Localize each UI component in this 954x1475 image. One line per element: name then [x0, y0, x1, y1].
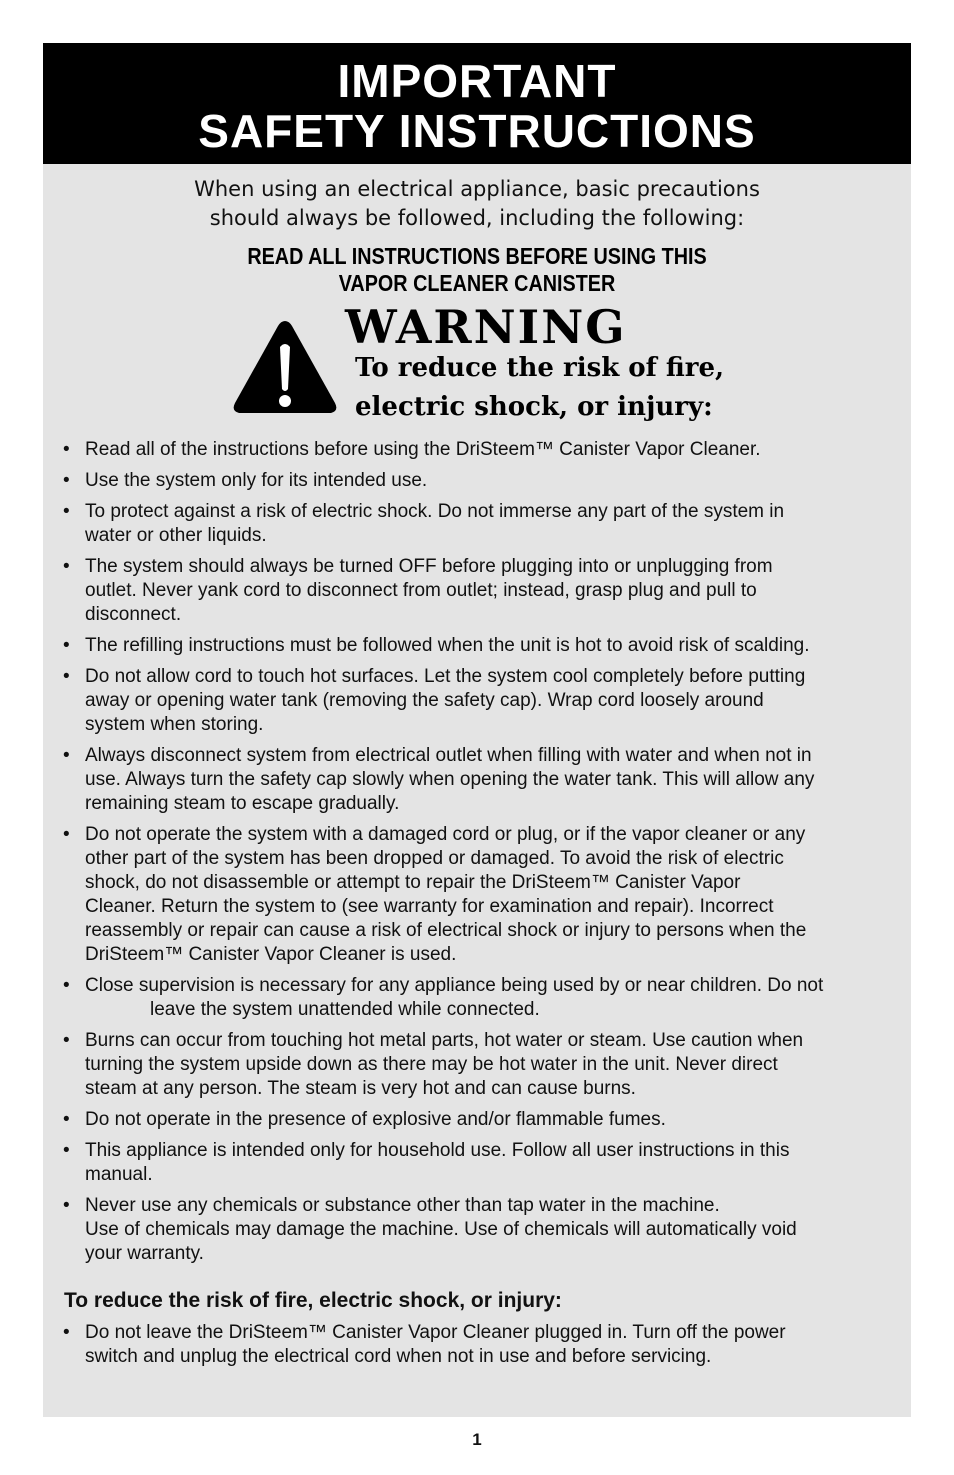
instruction-line: turning the system upside down as there may be hot water in the unit. Never direct [85, 1054, 778, 1075]
instruction-line: manual. [85, 1164, 153, 1185]
instruction-item [43, 500, 911, 548]
instruction-line: Always disconnect system from electrical outlet when filling with water and when not in [85, 745, 812, 766]
instruction-line: outlet. Never yank cord to disconnect from outlet; instead, grasp plug and pull to [85, 580, 757, 601]
instruction-item [43, 1108, 911, 1132]
instruction-line: The refilling instructions must be followed when the unit is hot to avoid risk of scalding. [85, 635, 810, 656]
instruction-line: disconnect. [85, 604, 182, 625]
title-line-2: SAFETY INSTRUCTIONS [198, 105, 756, 157]
intro-text [43, 175, 911, 233]
bullet-point: • [63, 666, 70, 687]
instruction-line: To protect against a risk of electric shock. Do not immerse any part of the system in [85, 501, 785, 522]
warning-triangle-icon [231, 317, 339, 417]
instruction-line: use. Always turn the safety cap slowly when opening the water tank. This will allow any [85, 769, 815, 790]
read-all-heading [104, 243, 850, 297]
content-panel [43, 43, 911, 1417]
instruction-line: Use of chemicals may damage the machine. Use of chemicals will automatically void [85, 1219, 797, 1240]
read-all-line-2: VAPOR CLEANER CANISTER [338, 270, 616, 296]
bullet-point: • [63, 824, 70, 845]
bullet-point: • [63, 1109, 70, 1130]
bullet-point: • [63, 556, 70, 577]
bullet-point: • [63, 635, 70, 656]
bullet-point: • [63, 470, 70, 491]
instruction-line: shock, do not disassemble or attempt to repair the DriSteem™ Canister Vapor [85, 872, 741, 893]
instruction-line: Do not allow cord to touch hot surfaces. Let the system cool completely before putting [85, 666, 806, 687]
instruction-line: DriSteem™ Canister Vapor Cleaner is used. [85, 944, 457, 965]
instruction-line: water or other liquids. [85, 525, 267, 546]
risk-subheading: To reduce the risk of fire, electric shock, or injury: [64, 1289, 562, 1312]
instruction-line: Do not operate the system with a damaged cord or plug, or if the vapor cleaner or any [85, 824, 806, 845]
warning-subtitle [355, 349, 724, 427]
instruction-line: system when storing. [85, 714, 264, 735]
instruction-line: steam at any person. The steam is very hot and can cause burns. [85, 1078, 636, 1099]
instruction-line: Read all of the instructions before using the DriSteem™ Canister Vapor Cleaner. [85, 439, 761, 460]
instruction-item [43, 744, 911, 816]
instruction-line: Burns can occur from touching hot metal parts, hot water or steam. Use caution when [85, 1030, 804, 1051]
instruction-line: remaining steam to escape gradually. [85, 793, 400, 814]
read-all-line-1: READ ALL INSTRUCTIONS BEFORE USING THIS [247, 243, 707, 269]
bullet-point: • [63, 439, 70, 460]
instruction-item [43, 1321, 911, 1369]
intro-line-2: should always be followed, including the following: [209, 206, 745, 230]
final-instructions-list [43, 1321, 911, 1369]
instruction-item [43, 555, 911, 627]
instruction-line: Never use any chemicals or substance other than tap water in the machine. [85, 1195, 720, 1216]
instruction-line: Cleaner. Return the system to (see warranty for examination and repair). Incorrect [85, 896, 774, 917]
instruction-line: your warranty. [85, 1243, 204, 1264]
title-banner [43, 43, 911, 164]
instruction-line: other part of the system has been dropped or damaged. To avoid the risk of electric [85, 848, 784, 869]
bullet-point: • [63, 745, 70, 766]
bullet-point: • [63, 1195, 70, 1216]
instruction-item [43, 665, 911, 737]
bullet-point: • [63, 1030, 70, 1051]
intro-line-1: When using an electrical appliance, basic precautions [194, 177, 760, 201]
warning-subtitle-line-1: To reduce the risk of fire, [355, 353, 725, 383]
instruction-item [43, 1194, 911, 1266]
instruction-item [43, 823, 911, 967]
instruction-line: leave the system unattended while connected. [150, 999, 540, 1020]
safety-instructions-list [43, 438, 911, 1273]
instruction-line: The system should always be turned OFF before plugging into or unplugging from [85, 556, 773, 577]
bullet-point: • [63, 1140, 70, 1161]
instruction-line: This appliance is intended only for household use. Follow all user instructions in this [85, 1140, 790, 1161]
bullet-point: • [63, 501, 70, 522]
instruction-item [43, 974, 911, 1022]
instruction-item [43, 634, 911, 658]
instruction-item [43, 1139, 911, 1187]
instruction-line: reassembly or repair can cause a risk of electrical shock or injury to persons when the [85, 920, 807, 941]
warning-title: WARNING [345, 300, 627, 354]
instruction-item [43, 469, 911, 493]
instruction-line: Close supervision is necessary for any appliance being used by or near children. Do not [85, 975, 824, 996]
title-line-1: IMPORTANT [337, 55, 617, 107]
bullet-point: • [63, 1322, 70, 1343]
instruction-line: switch and unplug the electrical cord when not in use and before servicing. [85, 1346, 712, 1367]
page-number: 1 [472, 1430, 482, 1449]
instruction-line: Do not operate in the presence of explosive and/or flammable fumes. [85, 1109, 666, 1130]
instruction-line: Use the system only for its intended use. [85, 470, 428, 491]
warning-subtitle-line-2: electric shock, or injury: [355, 392, 713, 422]
instruction-line: Do not leave the DriSteem™ Canister Vapor Cleaner plugged in. Turn off the power [85, 1322, 786, 1343]
instruction-line: away or opening water tank (removing the safety cap). Wrap cord loosely around [85, 690, 764, 711]
instruction-item [43, 438, 911, 462]
bullet-point: • [63, 975, 70, 996]
instruction-item [43, 1029, 911, 1101]
